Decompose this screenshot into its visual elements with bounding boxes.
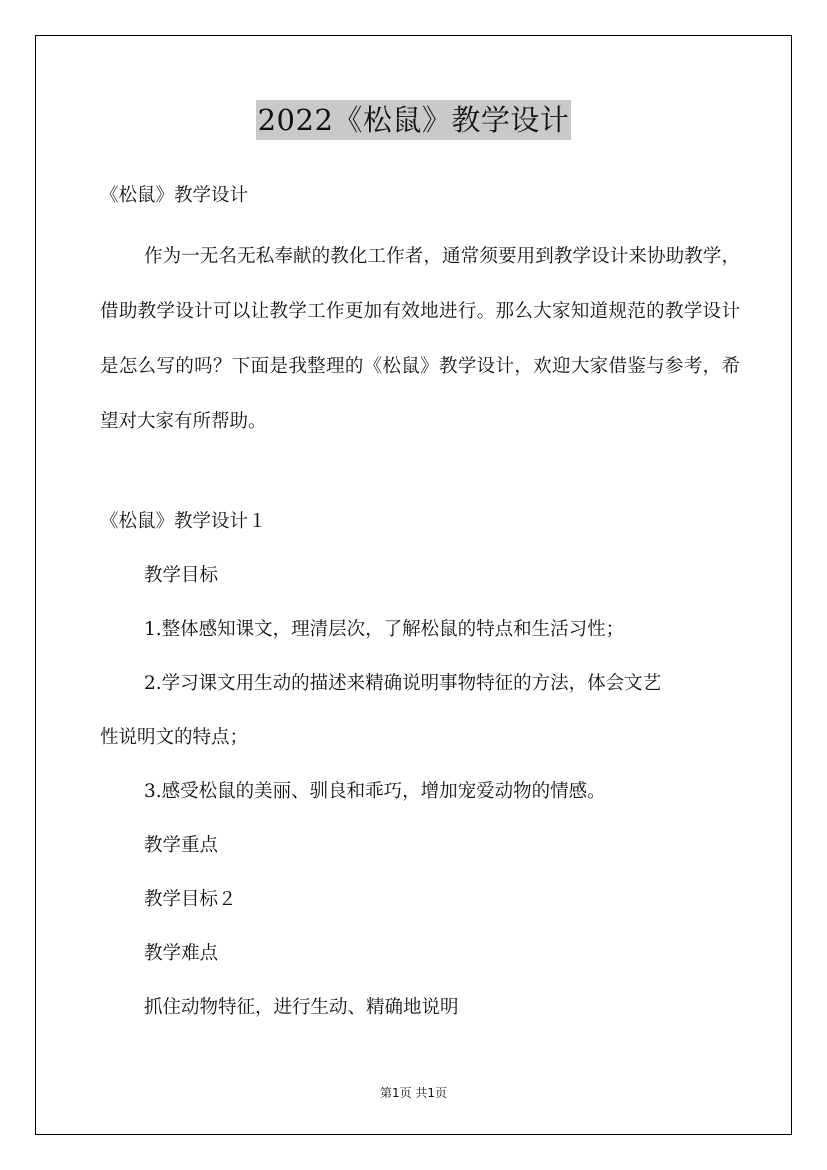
document-title: 2022《松鼠》教学设计 (256, 100, 572, 140)
key-heading: 教学重点 (144, 835, 219, 856)
goal-2-line-2: 性说明文的特点； (100, 727, 249, 748)
doc-subtitle: 《松鼠》教学设计 (100, 185, 249, 206)
goals-heading: 教学目标 (144, 565, 219, 586)
intro-paragraph: 作为一无名无私奉献的教化工作者，通常须要用到教学设计来协助教学，借助教学设计可以让教学工作更加有效地进行。那么大家知道规范的教学设计是怎么写的吗？下面是我整理的《松鼠》教学设计，欢迎大家借鉴与参考，希望对大家有所帮助。 (100, 246, 740, 432)
key-content: 教学目标２ (144, 889, 237, 910)
title-container (0, 100, 827, 140)
goal-3: 3.感受松鼠的美丽、驯良和乖巧，增加宠爱动物的情感。 (144, 781, 606, 802)
goal-2-line-1: 2.学习课文用生动的描述来精确说明事物特征的方法，体会文艺 (144, 673, 662, 694)
goal-1: 1.整体感知课文，理清层次，了解松鼠的特点和生活习性； (144, 619, 625, 640)
difficulty-content: 抓住动物特征，进行生动、精确地说明 (144, 997, 459, 1018)
difficulty-heading: 教学难点 (144, 943, 219, 964)
section1-title: 《松鼠》教学设计１ (100, 511, 267, 532)
page-footer: 第1页 共1页 (379, 1086, 448, 1100)
